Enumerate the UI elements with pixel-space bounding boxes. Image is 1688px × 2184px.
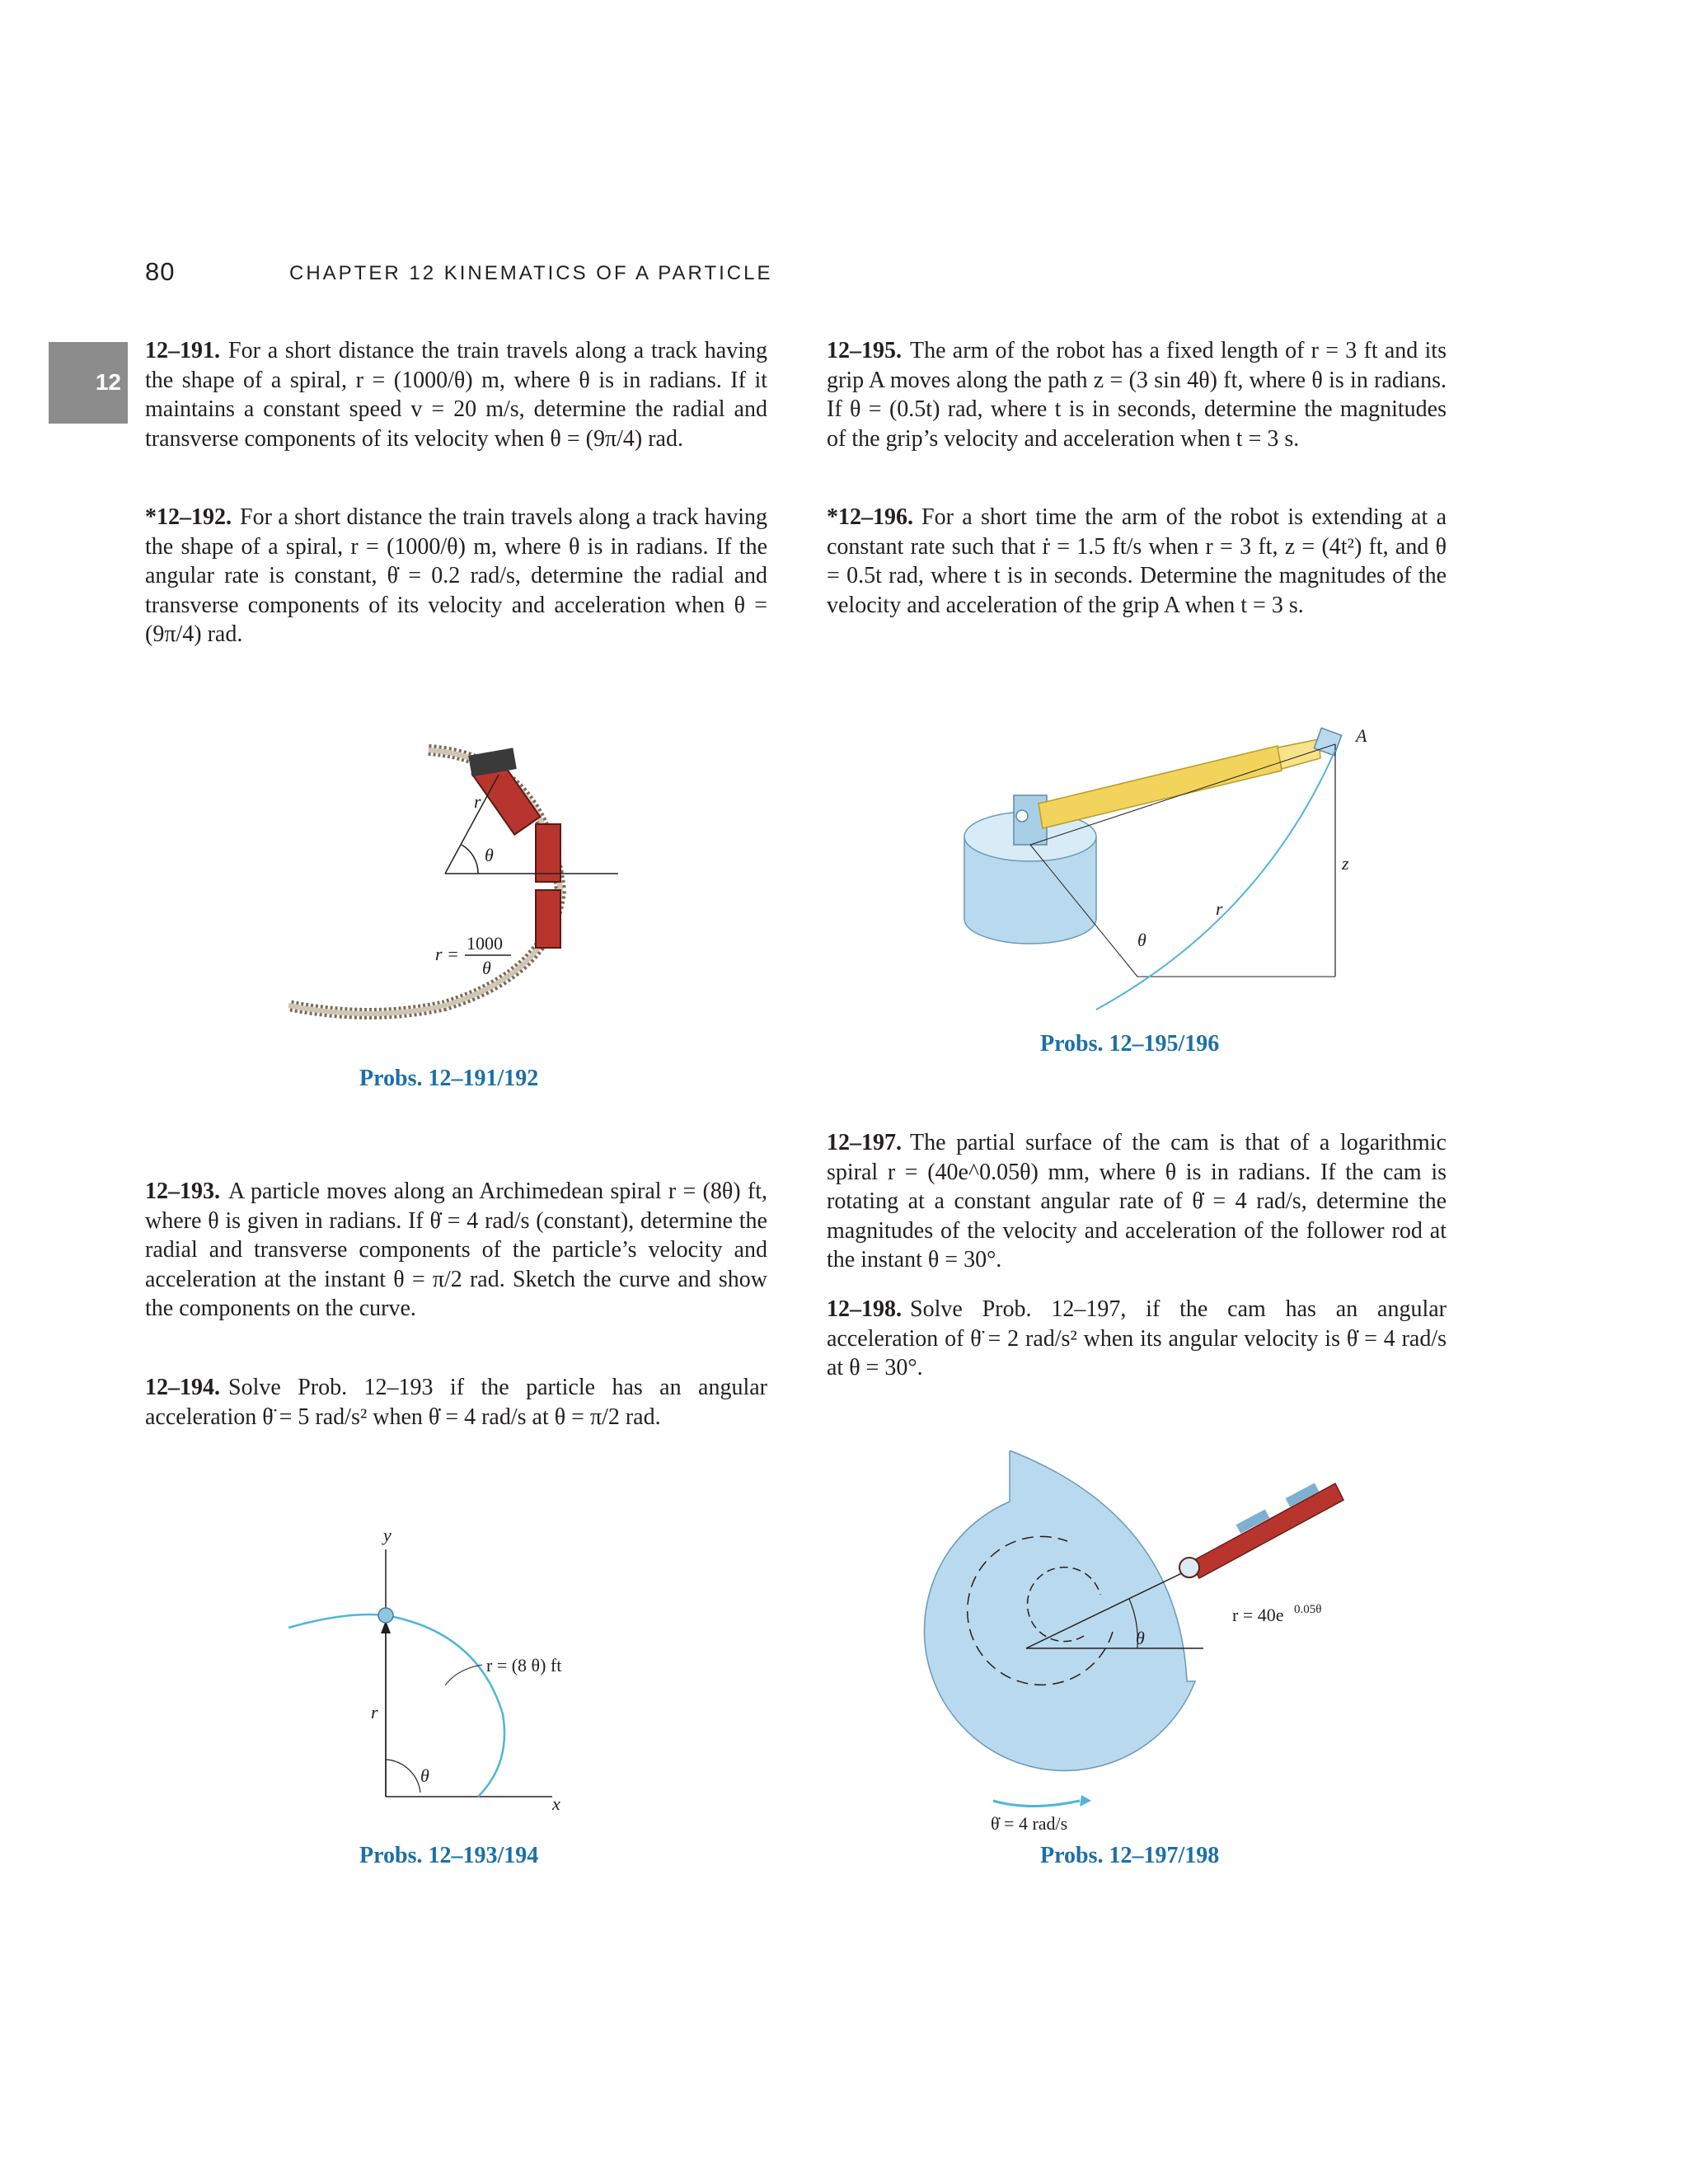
figure-cam [907,1451,1385,1830]
problem-number: 12–195. [827,338,902,363]
label-rate: θ̇ = 4 rad/s [991,1813,1068,1830]
rotation-arrow [993,1801,1080,1807]
label-y: y [383,1525,392,1545]
label-r: r [1216,898,1223,919]
problem-number: 12–193. [145,1179,220,1204]
problem-12-193 [145,1177,767,1324]
label-eq: r = 40e [1232,1605,1284,1625]
robot-arm-inner [1278,739,1320,769]
problem-text: The partial surface of the cam is that of a logarithmic spiral r = (40e^0.05θ) mm, where θ is in radians. If the cam is rotating at a constant angular rate of θ̇ = 4 rad/s, determine the magnitudes of the velocity and acceleration of the follower rod at the instant θ = 30°. [827,1130,1447,1273]
label-theta: θ [1136,1628,1145,1648]
problem-12-191 [145,336,767,453]
problem-12-198 [827,1295,1447,1383]
follower-rod [1191,1483,1343,1578]
label-eq: r = (8 θ) ft [486,1655,562,1675]
problem-text: For a short distance the train travels along a track having the shape of a spiral, r = (1000/θ) m, where θ is in radians. If it maintains a constant speed v = 20 m/s, determine the radial and transverse components of its velocity when θ = (9π/4) rad. [145,338,767,452]
train-car-3 [536,890,560,948]
pivot-pin [1016,810,1028,822]
label-A: A [1356,725,1367,746]
label-exp: 0.05θ [1294,1603,1322,1616]
figure-robot-arm [948,713,1401,1018]
robot-arm-outer [1039,746,1282,828]
label-theta: θ [485,845,494,865]
cam-body [925,1451,1195,1770]
figure-train-spiral [272,725,659,1038]
problem-number: 12–194. [145,1375,220,1400]
chapter-tab [49,342,128,424]
label-theta: θ [1137,930,1146,950]
problem-number: 12–198. [827,1296,902,1322]
caption-probs-191-192: Probs. 12–191/192 [359,1066,539,1091]
label-eq-num: 1000 [467,933,503,954]
label-theta: θ [420,1765,429,1786]
theta-arc [386,1760,420,1793]
label-eq-den: θ [482,958,491,978]
figure-archimedean-spiral [280,1516,659,1821]
label-x: x [552,1793,560,1814]
caption-probs-195-196: Probs. 12–195/196 [1040,1031,1220,1057]
problem-text: Solve Prob. 12–197, if the cam has an angular acceleration of θ̈ = 2 rad/s² when its angular velocity is θ̇ = 4 rad/s at θ = 30°. [827,1296,1447,1381]
problem-number: 12–197. [827,1130,902,1155]
caption-probs-193-194: Probs. 12–193/194 [359,1843,539,1868]
cam-diagram [907,1451,1385,1830]
follower-roller [1179,1558,1199,1577]
theta-arc [462,845,478,874]
robot-arm-diagram [948,713,1401,1018]
page-number: 80 [145,257,176,286]
label-r: r [474,791,481,812]
problem-number: *12–196. [827,504,913,530]
chapter-title: CHAPTER 12 KINEMATICS OF A PARTICLE [289,262,773,284]
problem-text: For a short distance the train travels along a track having the shape of a spiral, r = (1000/θ) m, where θ is in radians. If the angular rate is constant, θ̇ = 0.2 rad/s, determine the radial and transverse components of its velocity and acceleration when θ = (9π/4) rad. [145,504,767,648]
label-r: r [371,1702,378,1722]
caption-probs-197-198: Probs. 12–197/198 [1040,1843,1220,1868]
chapter-tab-number: 12 [95,369,121,395]
problem-12-192 [145,503,767,649]
problem-text: For a short time the arm of the robot is extending at a constant rate such that ṙ = 1.5 ft/s when r = 3 ft, z = (4t²) ft, and θ = 0.5t rad, where t is in seconds. Determine the magnitudes of the velocity and acceleration of the grip A when t = 3 s. [827,504,1447,618]
problem-12-196 [827,503,1447,620]
archimedean-spiral-diagram [280,1516,659,1821]
rotation-arrowhead [1080,1795,1091,1807]
spiral-curve [288,1615,504,1797]
problem-text: Solve Prob. 12–193 if the particle has an angular acceleration θ̈ = 5 rad/s² when θ̇ = 4 rad/s at θ = π/2 rad. [145,1375,767,1430]
label-eq-lhs: r = [435,944,459,964]
label-z: z [1342,853,1349,874]
running-header [145,257,804,290]
problem-12-194 [145,1373,767,1432]
eq-leader [445,1665,482,1685]
problem-text: A particle moves along an Archimedean spiral r = (8θ) ft, where θ is given in radians. If θ̇ = 4 rad/s (constant), determine the radial and transverse components of the particle’s velocity and acceleration at the instant θ = π/2 rad. Sketch the curve and show the components on the curve. [145,1179,767,1322]
train-spiral-diagram [272,725,659,1038]
problem-text: The arm of the robot has a fixed length of r = 3 ft and its grip A moves along the path z = (3 sin 4θ) ft, where θ is in radians. If θ = (0.5t) rad, where t is in seconds, determine the magnitudes of the grip’s velocity and acceleration when t = 3 s. [827,338,1447,452]
problem-12-195 [827,336,1447,453]
problem-number: *12–192. [145,504,232,530]
problem-number: 12–191. [145,338,220,363]
problem-12-197 [827,1128,1447,1275]
particle [378,1608,393,1623]
